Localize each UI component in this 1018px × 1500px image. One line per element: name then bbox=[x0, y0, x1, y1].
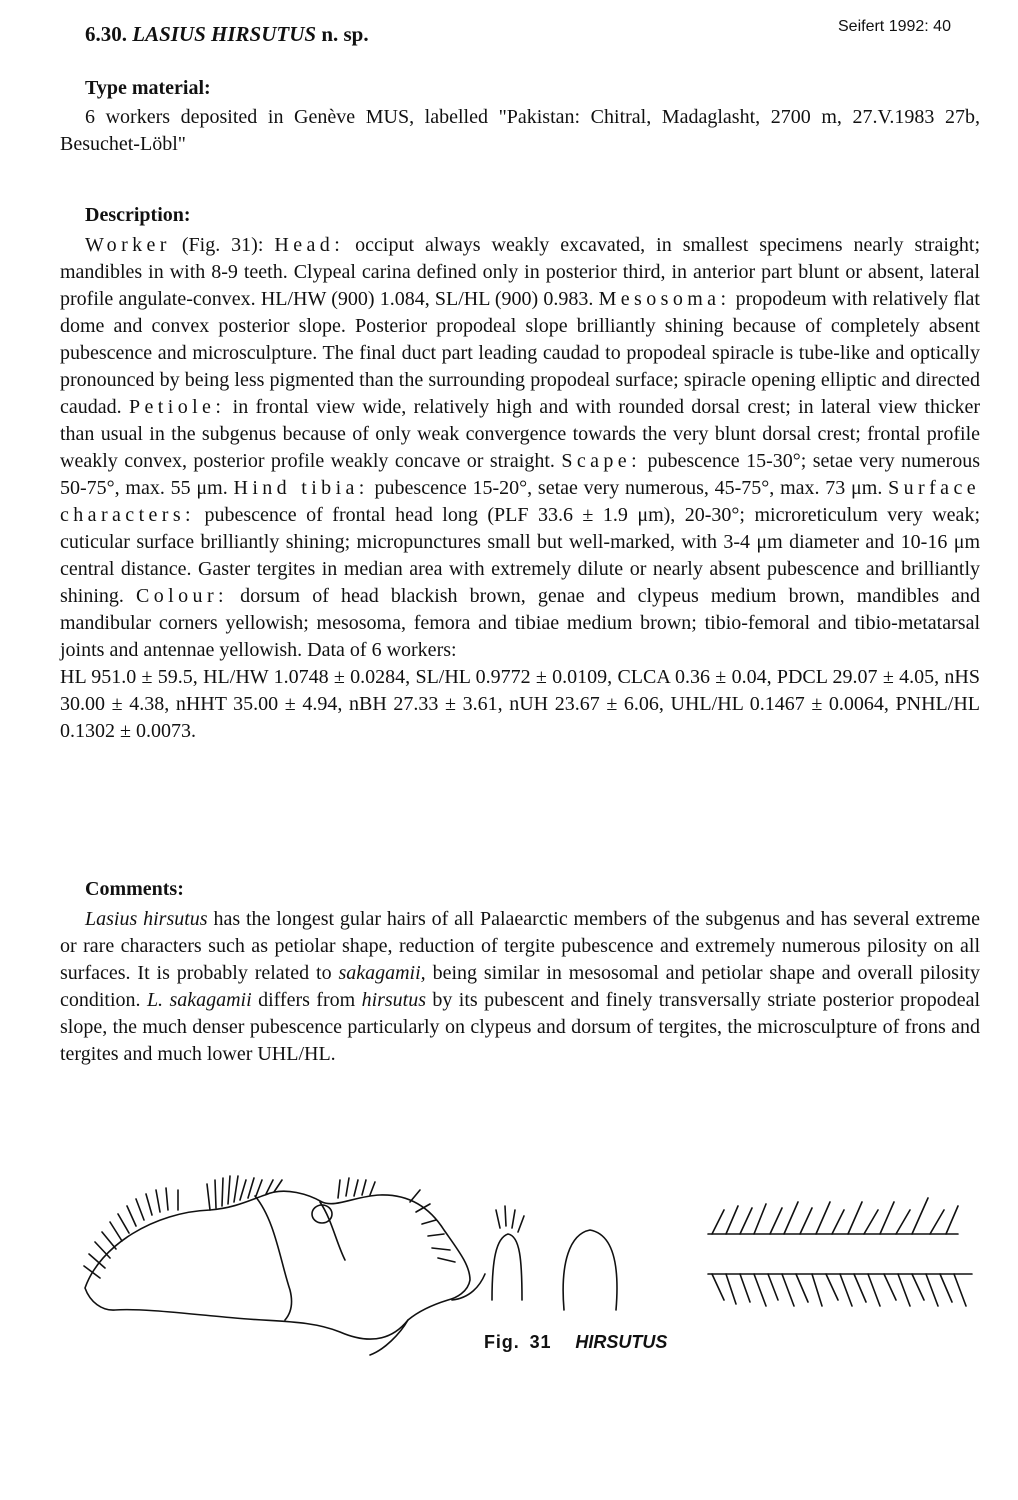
comments-sentence-1-end: being similar in mesosomal and petiolar shape and overall pilosity condition. bbox=[60, 962, 980, 1011]
species-name: LASIUS HIRSUTUS bbox=[132, 22, 317, 46]
species-suffix: n. sp. bbox=[321, 22, 369, 46]
mesosoma-label: Mesosoma: bbox=[598, 288, 731, 310]
head-label: Head: bbox=[274, 234, 345, 256]
species-ref: Lasius hirsutus bbox=[85, 908, 208, 930]
measurement-data: HL 951.0 ± 59.5, HL/HW 1.0748 ± 0.0284, SL/HL 0.9772 ± 0.0109, CLCA 0.36 ± 0.04, PDCL 29.07 ± 4.05, nHS 30.00 ± 4.38, nHHT 35.00 ± 4.94, nBH 27.33 ± 3.61, nUH 23.67 ± 6.06, UHL/HL 0.1467 ± 0.0064, PNHL/HL 0.1302 ± 0.0073. bbox=[60, 666, 980, 742]
petiole-text: in frontal view wide, relatively high and with rounded dorsal crest; in lateral view thicker than usual in the subgenus because of only weak convergence towards the very blunt dorsal crest; frontal profile weakly convex, posterior profile weakly concave or straight. bbox=[60, 396, 981, 472]
hind-tibia-text: pubescence 15-20°, setae very numerous, 45-75°, max. 73 μm. bbox=[374, 477, 883, 499]
petiole-label: Petiole: bbox=[128, 396, 226, 418]
figure-caption bbox=[484, 1332, 667, 1353]
comparison-species-ref: L. sakagamii bbox=[146, 989, 252, 1011]
petiole-lateral bbox=[492, 1206, 524, 1300]
head-text: occiput always weakly excavated, in smallest specimens nearly straight; mandibles in with 8-9 teeth. Clypeal carina defined only in posterior third, in anterior part blunt or absent, lateral profile angulate-convex. HL/HW (900) 1.084, SL/HL (900) 0.983. bbox=[60, 234, 981, 310]
type-material-heading: Type material: bbox=[85, 77, 211, 99]
target-species-ref: hirsutus bbox=[361, 989, 427, 1011]
section-title bbox=[85, 22, 369, 47]
scape-setae bbox=[708, 1274, 972, 1306]
setae-lines bbox=[84, 1176, 455, 1278]
comments-paragraph bbox=[60, 906, 980, 1068]
running-head: Seifert 1992: 40 bbox=[838, 18, 951, 35]
figure-number: 31 bbox=[529, 1332, 552, 1352]
worker-label: Worker bbox=[85, 234, 171, 256]
hind-tibia-label: Hind tibia: bbox=[233, 477, 369, 499]
colour-text: dorsum of head blackish brown, genae and clypeus medium brown, mandibles and mandibular corners yellowish; mesosoma, femora and tibiae medium brown; tibio-femoral and tibio-metatarsal joints and antennae yellowish. Data of 6 workers: bbox=[60, 585, 981, 661]
mesosoma-outline bbox=[85, 1191, 485, 1355]
colour-label: Colour: bbox=[136, 585, 228, 607]
surface-label: Surface characters: bbox=[60, 477, 980, 526]
description-heading: Description: bbox=[85, 204, 191, 226]
comments-sentence-2-mid: differs from bbox=[258, 989, 356, 1011]
comments-sentence-2: by its pubescent and finely transversally striate posterior propodeal slope, the much denser pubescence particularly on clypeus and dorsum of tergites, the microsculpture of frons and tergites and much lower UHL/HL. bbox=[60, 989, 981, 1065]
type-material-text: 6 workers deposited in Genève MUS, labelled "Pakistan: Chitral, Madaglasht, 2700 m, 27.V.1983 27b, Besuchet-Löbl" bbox=[60, 106, 980, 155]
scape-text: pubescence 15-30°; setae very numerous 50-75°, max. 55 μm. bbox=[60, 450, 980, 499]
description-text bbox=[60, 232, 980, 664]
worker-figure-ref: (Fig. 31): bbox=[181, 234, 264, 256]
surface-text: pubescence of frontal head long (PLF 33.6 ± 1.9 μm), 20-30°; microreticulum very weak; cuticular surface brilliantly shining; micropunctures small but well-marked, with 3-4 μm diameter and 10-16 μm central distance. Gaster tergites in median area with extremely dilute or nearly absent pubescence and brilliantly shining. bbox=[60, 504, 980, 607]
mesosoma-text: propodeum with relatively flat dome and convex posterior slope. Posterior propodeal slope brilliantly shining because of completely absent pubescence and microsculpture. The final duct part leading caudad to propodeal spiracle is tube-like and optically pronounced by being less pigmented than the surrounding propodeal surface; spiracle opening elliptic and directed caudad. bbox=[60, 288, 980, 418]
type-material-paragraph bbox=[60, 104, 980, 158]
description-paragraph bbox=[60, 232, 980, 745]
scape-label: Scape: bbox=[561, 450, 642, 472]
comments-sentence-1: has the longest gular hairs of all Palaearctic members of the subgenus and has several extreme or rare characters such as petiolar shape, reduction of tergite pubescence and extremely numerous pilosity on all surfaces. It is probably related to bbox=[60, 908, 981, 984]
section-number: 6.30. bbox=[85, 22, 127, 46]
related-species-ref: sakagamii, bbox=[338, 962, 426, 984]
hind-tibia-setae bbox=[708, 1198, 958, 1234]
comments-text bbox=[60, 906, 980, 1068]
figure-label: Fig. bbox=[484, 1332, 520, 1352]
comments-heading: Comments: bbox=[85, 878, 184, 900]
figure-name: HIRSUTUS bbox=[575, 1332, 668, 1352]
petiole-frontal bbox=[563, 1230, 617, 1310]
